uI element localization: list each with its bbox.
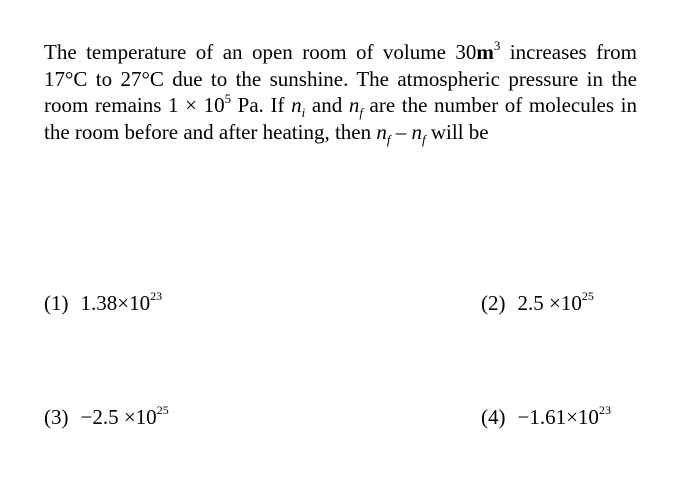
option-exponent: 25 [156,403,169,417]
answer-option-1[interactable] [44,290,162,316]
difference-operator: – [390,119,412,144]
question-part-1: The temperature of an open room of volume 30 [44,40,477,64]
question-part-5: are the number of molecules in the room before and after heating, then [44,93,637,144]
answer-option-2[interactable] [481,290,594,316]
option-mantissa: 1.38×10 [80,291,151,315]
option-mantissa: −2.5 ×10 [80,405,157,429]
question-part-2: increases from 17°C to 27°C due to the sunshine. The atmospheric pressure in the room remains 1 × 10 [44,40,637,117]
option-number: (2) [481,291,506,315]
difference-term-a: $n_f$ [376,119,391,147]
variable-ni: $n_i$ [291,93,306,121]
option-exponent: 25 [581,289,594,303]
volume-unit-exponent: 3 [493,38,501,53]
question-part-3: Pa. If [231,93,292,117]
answer-option-3[interactable] [44,404,169,430]
option-number: (4) [481,405,506,429]
question-text [44,39,637,145]
difference-term-b: $n_f$ [411,119,426,147]
variable-nf: $n_f$ [348,93,363,121]
question-part-6: will be [425,119,489,144]
volume-unit: m [476,40,494,64]
option-mantissa: 2.5 ×10 [517,291,582,315]
pressure-exponent: 5 [224,91,232,106]
option-number: (3) [44,405,69,429]
question-part-4: and [305,93,349,117]
option-number: (1) [44,291,69,315]
option-exponent: 23 [598,403,611,417]
answer-option-4[interactable] [481,404,611,430]
option-exponent: 23 [150,289,163,303]
option-mantissa: −1.61×10 [517,405,599,429]
